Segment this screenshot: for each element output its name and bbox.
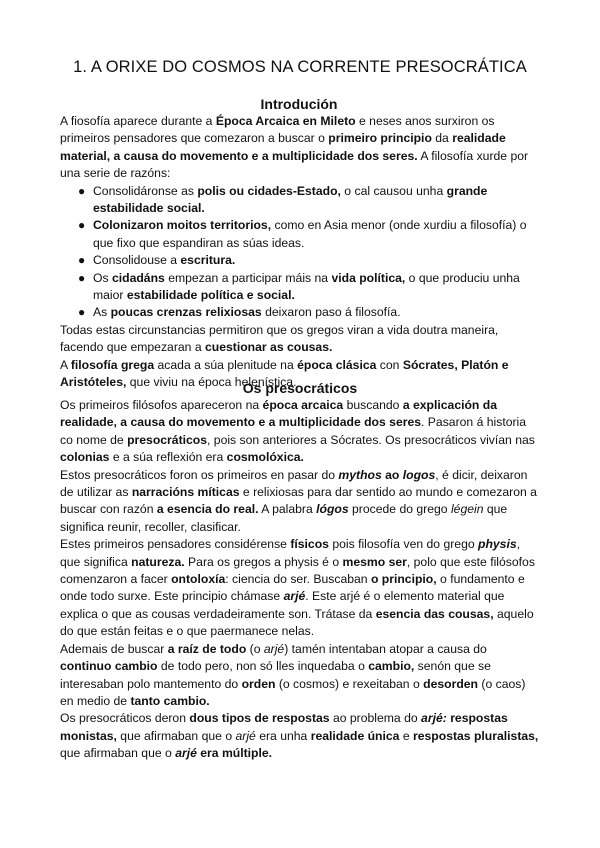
list-item: ● Consolidáronse as polis ou cidades-Estado, o cal causou unha grande estabilidade social. (78, 183, 488, 216)
section-heading: Introdución (260, 96, 338, 112)
list-item: ● Colonizaron moitos territorios, como en Asia menor (onde xurdiu a filosofía) o que fixo que espandiran as súas ideas. (78, 218, 527, 250)
paragraph: A filosofía grega acada a súa plenitude na época clásica con Sócrates, Platón e Aristóteles, que viviu na época helenística. (60, 357, 509, 390)
bullet-icon: ● (78, 270, 86, 285)
page-title: 1. A ORIXE DO COSMOS NA CORRENTE PRESOCRÁTICA (73, 58, 527, 76)
list-item: ● Consolidouse a escritura. (93, 252, 538, 269)
paragraph: Estes primeiros pensadores considérense físicos pois filosofía ven do grego physis, que significa natureza. Para os gregos a physis é o mesmo ser, polo que este filósofos comenzaron a facer ontoloxía: ciencia do ser. Buscaban o principio, o fundamento e onde todo surxe. Este principio chámase arjé. Este arjé é o elemento material que explica o que as cousas verdadeiramente son. Trátase da esencia das cousas, aquelo do que están feitas e o que paermanece nelas. (60, 537, 535, 639)
list-item: ● Os cidadáns empezan a participar máis na vida política, o que produciu unha maior estabilidade política e social. (78, 270, 520, 303)
paragraph: Ademais de buscar a raíz de todo (o arjé) tamén intentaban atopar a causa do continuo cambio de todo pero, non só lles inquedaba o cambio, senón que se interesaban polo mantemento do orden (o cosmos) e rexeitaban o desorden (o caos) en medio de tanto cambio. (60, 641, 526, 708)
paragraph: Estos presocráticos foron os primeiros en pasar do mythos ao logos, é dicir, deixaron de utilizar as narracións míticas e relixiosas para dar sentido ao mundo e comezaron a buscar con razón a esencia do real. A palabra lógos procede do grego légein que significa reunir, recoller, clasificar. (60, 467, 537, 534)
bullet-icon: ● (78, 218, 86, 233)
paragraph: A fiosofía aparece durante a Época Arcaica en Mileto e neses anos surxiron os primeiros pensadores que comezaron a buscar o primeiro principio da realidade material, a causa do movemento e a multiplicidade dos seres. A filosofía xurde por una serie de razóns: (60, 114, 529, 181)
section-presocraticos (60, 380, 540, 763)
section-introducion (60, 96, 538, 392)
paragraph: Os primeiros filósofos apareceron na época arcaica buscando a explicación da realidade, a causa do movemento e a multiplicidade dos seres. Pasaron á historia co nome de presocráticos, pois son anteriores a Sócrates. Os presocráticos vivían nas colonias e a súa reflexión era cosmolóxica. (60, 398, 535, 465)
bullet-icon: ● (78, 305, 86, 320)
reasons-list (60, 183, 538, 322)
section-heading: Os presocráticos (242, 380, 358, 396)
paragraph: Os presocráticos deron dous tipos de respostas ao problema do arjé: respostas monistas, que afirmaban que o arjé era unha realidade única e respostas pluralistas, que afirmaban que o arjé era múltiple. (60, 711, 539, 761)
paragraph: Todas estas circunstancias permitiron que os gregos viran a vida doutra maneira, facendo que empezaran a cuestionar as cousas. (60, 322, 499, 355)
bullet-icon: ● (78, 183, 86, 198)
bullet-icon: ● (78, 253, 86, 268)
list-item: ● As poucas crenzas relixiosas deixaron paso á filosofía. (93, 304, 538, 321)
